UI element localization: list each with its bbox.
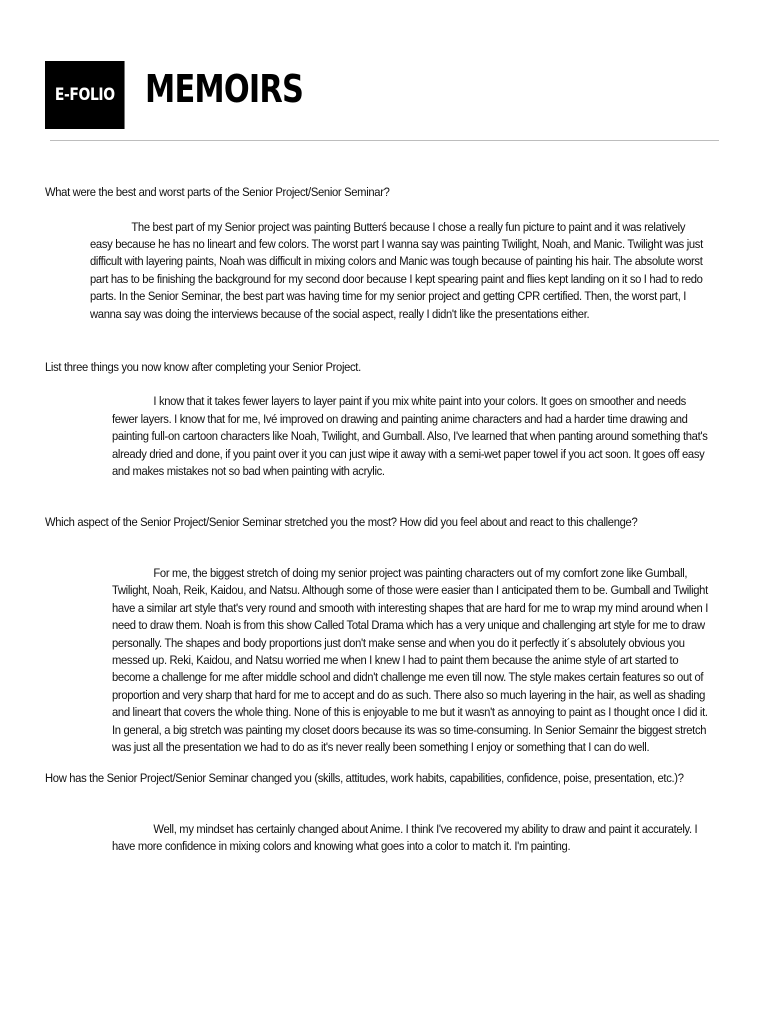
header-divider [50,140,719,141]
memoir-content [45,184,725,856]
answer-2: I know that it takes fewer layers to layer paint if you mix white paint into your colors. It goes on smoother and needs fewer layers. I know that for me, Ivé improved on drawing and painting anime characters and had a harder time drawing and painting full-on cartoon characters like Noah, Twilight, and Gumball. Also, I've learned that when panting around something that's already dried and done, if you paint over it you can just wipe it away with a semi-wet paper towel if you act soon. It goes off easy and makes mistakes not so bad when painting with acrylic. [112,394,708,479]
answer-4: Well, my mindset has certainly changed about Anime. I think I've recovered my ability to draw and paint it accurately. I have more confidence in mixing colors and knowing what goes into a color to match it. I'm painting. [112,821,698,854]
efolio-logo [45,61,125,129]
question-2: List three things you now know after completing your Senior Project. [45,359,361,374]
question-1: What were the best and worst parts of the Senior Project/Senior Seminar? [45,185,390,199]
answer-1: The best part of my Senior project was painting Butterś because I chose a really fun picture to paint and it was relatively easy because he has no lineart and few colors. The worst part I wanna say was painting Twilight, Noah, and Manic. Twilight was just difficult with layering paints, Noah was difficult in mixing colors and Manic was tough because of painting his hair. The absolute worst part has to be finishing the background for my second door because I kept spearing paint and flies kept landing on it so I had to redo parts. In the Senior Seminar, the best part was having time for my senior project and getting CPR certified. Then, the worst part, I wanna say was doing the interviews because of the social aspect, really I didn't like the presentations either. [90,219,703,321]
page-title: MEMOIRS [145,67,304,111]
question-3: Which aspect of the Senior Project/Senior Seminar stretched you the most? How did you feel about and react to this challenge? [45,515,638,530]
answer-3: For me, the biggest stretch of doing my senior project was painting characters out of my comfort zone like Gumball, Twilight, Noah, Reik, Kaidou, and Natsu. Although some of those were easier than I anticipated them to be. Gumball and Twilight have a similar art style that's very round and smooth with interesting shapes that are hard for me to wrap my mind around when I need to draw them. Noah is from this show Called Total Drama which has a very unique and challenging art style for me to draw personally. The shapes and body proportions just don't make sense and when you do it perfectly it´s absolutely obvious you messed up. Reki, Kaidou, and Natsu worried me when I knew I had to paint them because the anime style of art started to become a challenge for me after middle school and didn't challenge me even till now. The style makes certain features so out of proportion and very sharp that hard for me to accept and do as such. There also so much layering in the hair, as well as shading and lineart that covers the whole thing. None of this is enjoyable to me but it wasn't as annoying to paint as I thought once I did it. In general, a big stretch was painting my closet doors because its was so time-consuming. In Senior Semainr the biggest stretch was just all the presentation we had to do as it's never really been something I enjoy or something that I can do well. [112,565,708,755]
question-4: How has the Senior Project/Senior Seminar changed you (skills, attitudes, work habits, capabilities, confidence, poise, presentation, etc.)? [45,771,684,786]
logo-text: E-FOLIO [54,85,115,105]
